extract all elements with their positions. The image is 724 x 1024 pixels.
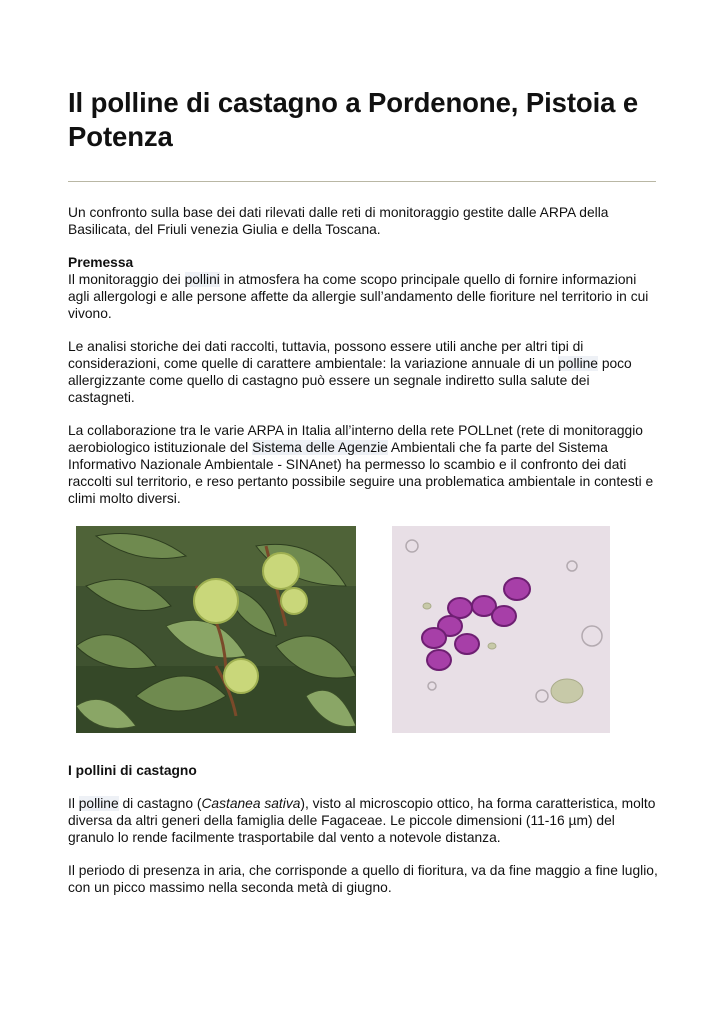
polline-link-2[interactable]: polline bbox=[78, 796, 119, 811]
premessa-text-b: in atmosfera ha come scopo principale quello di fornire informazioni agli allergologi e alle persone affette da allergie sull’andamento delle fioriture nel territorio in cui vivono. bbox=[68, 271, 649, 321]
castagno-paragraph bbox=[68, 796, 660, 847]
chestnut-branch-illustration bbox=[76, 526, 356, 733]
species-name: Castanea sativa bbox=[201, 796, 301, 811]
analisi-text-b: poco allergizzante come quello di castagno può essere un segnale indiretto sulla salute dei castagneti. bbox=[68, 355, 632, 405]
title-divider bbox=[68, 181, 656, 182]
premessa-paragraph bbox=[68, 255, 660, 323]
analisi-text-a: Le analisi storiche dei dati raccolti, tuttavia, possono essere utili anche per altri tipi di considerazioni, come quelle di carattere ambientale: la variazione annuale di un bbox=[68, 339, 584, 371]
analisi-paragraph bbox=[68, 339, 660, 407]
sistema-agenzie-link[interactable]: Sistema delle Agenzie bbox=[252, 439, 388, 455]
pollini-heading: I pollini di castagno bbox=[68, 763, 197, 778]
castagno-text-b: di castagno ( bbox=[118, 796, 202, 811]
polline-link[interactable]: polline bbox=[558, 355, 598, 371]
premessa-heading: Premessa bbox=[68, 255, 134, 270]
castagno-text-a: Il bbox=[68, 796, 79, 811]
intro-paragraph: Un confronto sulla base dei dati rilevati dalle reti di monitoraggio gestite dalle ARPA della Basilicata, del Friuli venezia Giulia e della Toscana. bbox=[68, 205, 609, 237]
page-title: Il polline di castagno a Pordenone, Pistoia e Potenza bbox=[68, 87, 639, 152]
pollini-link[interactable]: pollini bbox=[184, 271, 220, 287]
collab-text-b: Ambientali che fa parte del Sistema Informativo Nazionale Ambientale - SINAnet) ha permesso lo scambio e il confronto dei dati raccolti sul territorio, e reso pertanto possibile seguire una problematica ambientale in contesti e climi molto diversi. bbox=[68, 439, 654, 506]
chestnut-branch-image bbox=[76, 526, 356, 733]
collab-text-a: La collaborazione tra le varie ARPA in Italia all’interno della rete POLLnet (rete di monitoraggio aerobiologico istituzionale del bbox=[68, 423, 643, 455]
castagno-text-c: ), visto al microscopio ottico, ha forma caratteristica, molto diversa da altri generi della famiglia delle Fagaceae. Le piccole dimensioni (11-16 µm) del granulo lo rende facilmente trasportabile dal vento a notevole distanza. bbox=[68, 796, 656, 845]
collaborazione-paragraph bbox=[68, 423, 660, 508]
pollini-heading-paragraph bbox=[68, 763, 660, 780]
premessa-text-a: Il monitoraggio dei bbox=[68, 271, 185, 287]
periodo-paragraph: Il periodo di presenza in aria, che corrisponde a quello di fioritura, va da fine maggio a fine luglio, con un picco massimo nella seconda metà di giugno. bbox=[68, 863, 658, 895]
pollen-microscope-image bbox=[392, 526, 610, 733]
pollen-grains-illustration bbox=[392, 526, 610, 733]
